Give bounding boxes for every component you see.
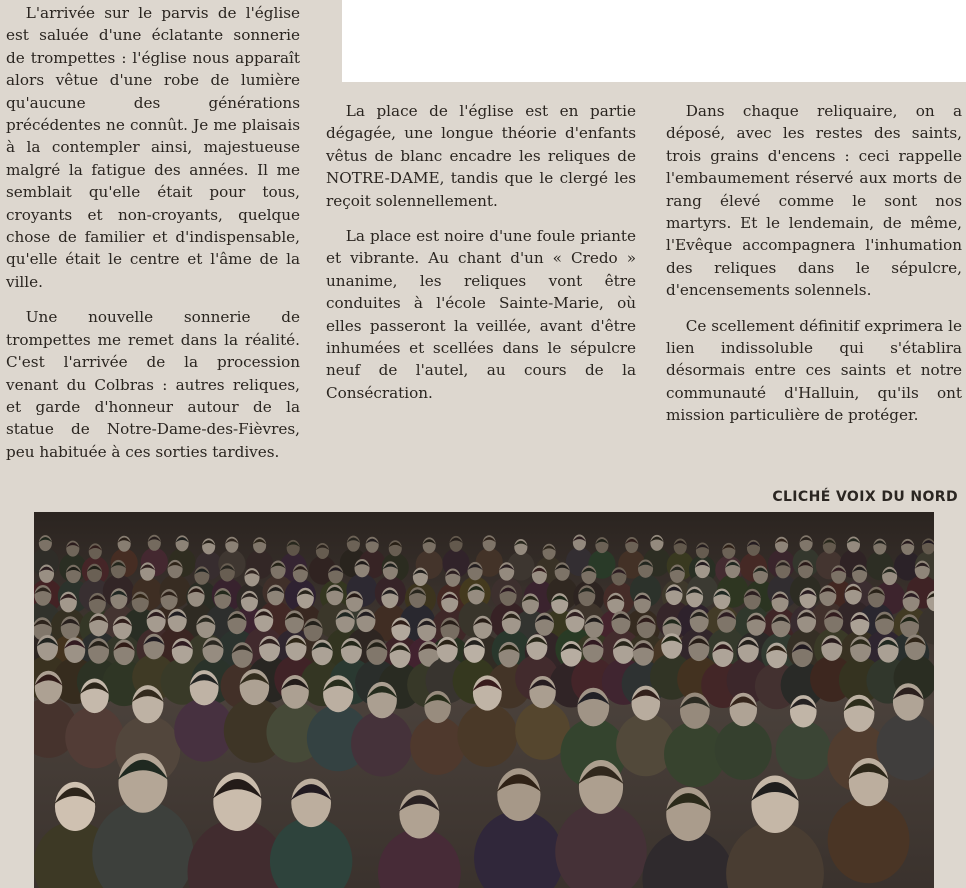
paragraph: La place de l'église est en partie dégagée, une longue théorie d'enfants vêtus de blanc encadre les reliques de NOTRE-DAME, tandis que le clergé les reçoit solennellement. [326, 102, 636, 210]
crowd-illustration [34, 512, 934, 888]
paragraph: Une nouvelle sonnerie de trompettes me remet dans la réalité. C'est l'arrivée de la procession venant du Colbras : autres reliques, et garde d'honneur autour de la statue de Notre-Dame-des-Fièvres, peu habituée à ces sorties tardives. [6, 308, 300, 461]
paragraph: La place est noire d'une foule priante et vibrante. Au chant d'un « Credo » unanime, les reliques vont être conduites à l'école Sainte-Marie, où elles passeront la veillée, avant d'être inhumées et scellées dans le sépulcre neuf de l'autel, au cours de la Consécration. [326, 227, 636, 402]
page-cutout [342, 0, 966, 82]
crowd-photo [34, 512, 934, 888]
photo-credit: CLICHÉ VOIX DU NORD [772, 489, 958, 505]
article-column-1 [6, 2, 300, 463]
paragraph: L'arrivée sur le parvis de l'église est saluée d'une éclatante sonnerie de trompettes : l'église nous apparaît alors vêtue d'une robe de lumière qu'aucune des générations précédentes ne connût. Je me plaisais à la contempler ainsi, majestueuse malgré la fatigue des années. Il me semblait qu'elle était pour tous, croyants et non-croyants, quelque chose de familier et d'indispensable, qu'elle était le centre et l'âme de la ville. [6, 4, 300, 291]
paragraph: Dans chaque reliquaire, on a déposé, avec les restes des saints, trois grains d'encens : ceci rappelle l'embaumement réservé aux morts de rang élevé comme le sont nos martyrs. Et le lendemain, de même, l'Evêque accompagnera l'inhumation des reliques dans le sépulcre, d'encensements solennels. [666, 102, 962, 300]
paragraph: Ce scellement définitif exprimera le lien indissoluble qui s'établira désormais entre ces saints et notre communauté d'Halluin, qu'ils ont mission particulière de protéger. [666, 316, 962, 425]
article-column-3 [666, 100, 962, 427]
article-column-2 [326, 100, 636, 404]
